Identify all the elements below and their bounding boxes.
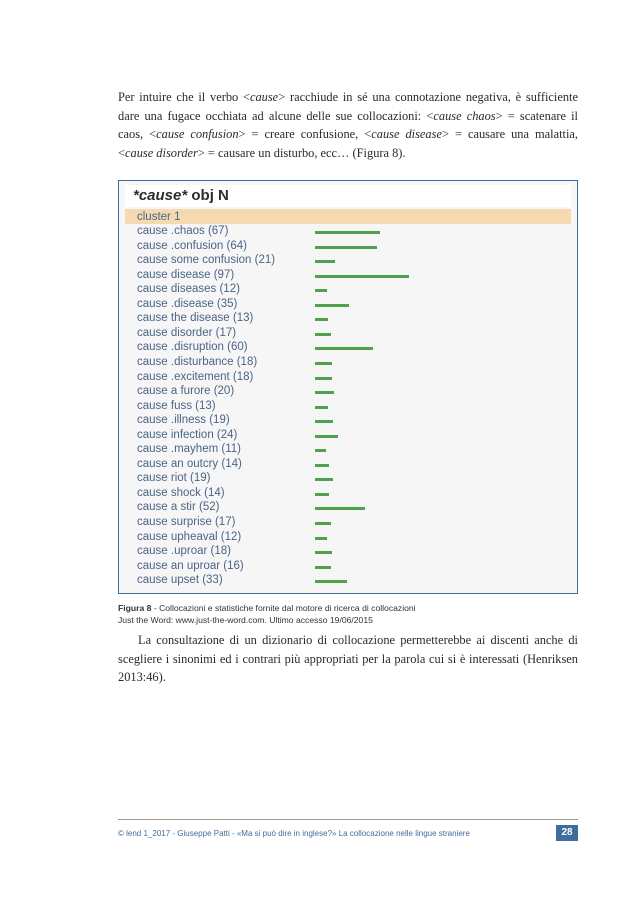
- frequency-bar: [315, 449, 326, 452]
- query-term: *cause*: [133, 187, 188, 204]
- footer-text: © lend 1_2017 - Giuseppe Patti - «Ma si può dire in inglese?» La collocazione nelle lingue straniere: [118, 829, 470, 838]
- frequency-bar: [315, 522, 331, 525]
- frequency-bar: [315, 537, 327, 540]
- frequency-bar: [315, 362, 332, 365]
- frequency-bar: [315, 406, 328, 409]
- frequency-bar: [315, 391, 334, 394]
- collocation-link[interactable]: cause some confusion (21): [137, 254, 276, 267]
- caption-line2: Just the Word: www.just-the-word.com. Ultimo accesso 19/06/2015: [118, 614, 373, 625]
- frequency-bar: [315, 347, 373, 350]
- frequency-bar: [315, 493, 329, 496]
- paragraph-intro: Per intuire che il verbo <cause> racchiude in sé una connotazione negativa, è sufficiente dare una fugace occhiata ad alcune delle sue collocazioni: <cause chaos> = scatenare il caos, <cause confusion> = creare confusione, <cause disease> = causare una malattia, <cause disorder> = causare un disturbo, ecc… (Figura 8).: [118, 90, 579, 160]
- collocation-link[interactable]: cause .excitement (18): [137, 370, 254, 383]
- frequency-bar: [315, 377, 332, 380]
- figure-title: [125, 185, 571, 207]
- frequency-bar: [315, 246, 377, 249]
- collocation-link[interactable]: cause .chaos (67): [137, 225, 229, 237]
- collocation-link[interactable]: cause upset (33): [137, 574, 223, 587]
- collocation-link[interactable]: cause disease (97): [137, 268, 235, 281]
- footer-divider: [118, 819, 578, 820]
- frequency-bar: [315, 318, 328, 321]
- cluster-header-band: [125, 209, 571, 224]
- collocation-link[interactable]: cause a furore (20): [137, 385, 235, 398]
- frequency-bar: [315, 275, 409, 278]
- collocation-link[interactable]: cause the disease (13): [137, 312, 254, 325]
- caption-label: Figura 8: [118, 603, 152, 613]
- collocation-link[interactable]: cause riot (19): [137, 472, 211, 485]
- frequency-bar: [315, 289, 327, 292]
- query-rest: obj N: [187, 187, 229, 204]
- frequency-bar: [315, 464, 329, 467]
- collocation-link[interactable]: cause disorder (17): [137, 326, 237, 339]
- collocation-link[interactable]: cause shock (14): [137, 486, 225, 499]
- collocation-link[interactable]: cause fuss (13): [137, 399, 216, 412]
- page-number: 28: [556, 825, 578, 841]
- frequency-bar: [315, 260, 335, 263]
- frequency-bar: [315, 435, 338, 438]
- collocation-link[interactable]: cause an uproar (16): [137, 559, 244, 572]
- paragraph-consultation: La consultazione di un dizionario di collocazione permetterebbe ai discenti anche di scegliere i sinonimi ed i contrari più appropriati per la parola cui si è interessati (Henriksen 2013:46).: [118, 633, 578, 684]
- frequency-bar: [315, 551, 332, 554]
- frequency-bar: [315, 580, 347, 583]
- collocation-link[interactable]: cause upheaval (12): [137, 530, 242, 543]
- collocation-link[interactable]: cause .confusion (64): [137, 239, 247, 252]
- frequency-bar: [315, 420, 333, 423]
- frequency-bar: [315, 304, 349, 307]
- frequency-bar: [315, 333, 331, 336]
- collocation-link[interactable]: cause .disturbance (18): [137, 355, 258, 368]
- frequency-bar: [315, 566, 331, 569]
- collocation-link[interactable]: cause .mayhem (11): [137, 443, 241, 456]
- collocation-link[interactable]: cause .illness (19): [137, 414, 230, 427]
- collocation-link[interactable]: cause .disease (35): [137, 297, 238, 310]
- collocation-link[interactable]: cause .disruption (60): [137, 341, 248, 354]
- caption-line1: - Collocazioni e statistiche fornite dal motore di ricerca di collocazioni: [151, 603, 416, 613]
- figure-caption: [118, 603, 578, 626]
- frequency-bar: [315, 231, 380, 234]
- figure-collocations: [118, 180, 578, 594]
- collocation-link[interactable]: cause infection (24): [137, 428, 238, 441]
- collocation-link[interactable]: cause an outcry (14): [137, 457, 242, 470]
- collocation-link[interactable]: cause diseases (12): [137, 283, 240, 296]
- frequency-bar: [315, 478, 333, 481]
- collocation-link[interactable]: cause a stir (52): [137, 501, 220, 514]
- cluster-label[interactable]: cluster 1: [137, 211, 181, 223]
- collocation-link[interactable]: cause .uproar (18): [137, 545, 231, 558]
- collocation-link[interactable]: cause surprise (17): [137, 516, 236, 528]
- frequency-bar: [315, 507, 365, 510]
